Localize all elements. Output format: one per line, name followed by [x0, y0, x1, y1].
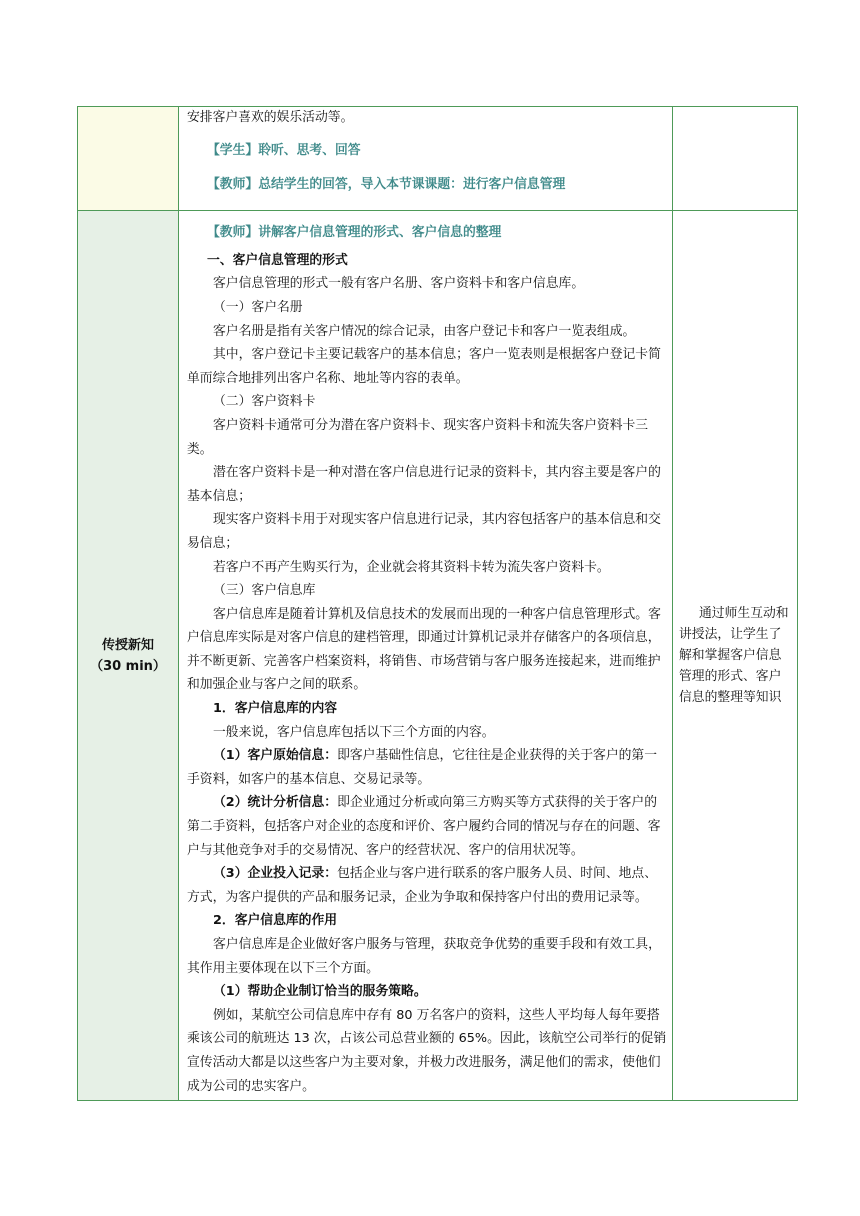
row-note-cell [673, 107, 798, 211]
section-label: 传授新知 [101, 637, 154, 653]
teacher-activity: 【教师】总结学生的回答，导入本节课课题：进行客户信息管理 [207, 176, 566, 192]
paragraph: 客户信息管理的形式一般有客户名册、客户资料卡和客户信息库。 [213, 276, 585, 292]
paragraph: 现实客户资料卡用于对现实客户信息进行记录，其内容包括客户的基本信息和交易信息； [187, 512, 661, 551]
lesson-plan-table [77, 106, 798, 1101]
paragraph: 其中，客户登记卡主要记载客户的基本信息；客户一览表则是根据客户登记卡简单而综合地排列出客户名称、地址等内容的表单。 [187, 347, 661, 386]
paragraph [187, 791, 667, 862]
paragraph: 客户信息库是企业做好客户服务与管理，获取竞争优势的重要手段和有效工具，其作用主要体现在以下三个方面。 [187, 937, 661, 976]
paragraph: 安排客户喜欢的娱乐活动等。 [187, 110, 354, 125]
table-row [78, 211, 798, 1101]
paragraph [187, 744, 667, 791]
term-text: 即企业通过分析或向第三方购买等方式获得的关于客户的第二手资料，包括客户对企业的态度和评价、客户履约合同的情况与存在的问题、客户与其他竞争对手的交易情况、客户的经营状况、客户的信用状况等。 [187, 795, 661, 858]
term-label: （3）企业投入记录： [213, 866, 338, 882]
row-label-cell [78, 211, 179, 1101]
teacher-activity: 【教师】讲解客户信息管理的形式、客户信息的整理 [207, 225, 502, 241]
heading: （1）帮助企业制订恰当的服务策略。 [213, 984, 427, 1000]
term-label: （1）客户原始信息： [213, 748, 338, 764]
term-text: 包括企业与客户进行联系的客户服务人员、时间、地点、方式，为客户提供的产品和服务记录，企业为争取和保持客户付出的费用记录等。 [187, 866, 657, 905]
row-content-cell [179, 107, 673, 211]
paragraph: 客户资料卡通常可分为潜在客户资料卡、现实客户资料卡和流失客户资料卡三类。 [187, 417, 649, 457]
paragraph: 若客户不再产生购买行为，企业就会将其资料卡转为流失客户资料卡。 [213, 559, 610, 575]
teaching-note: 通过师生互动和讲授法，让学生了解和掌握客户信息管理的形式、客户信息的整理等知识 [679, 606, 789, 706]
subheading: （三）客户信息库 [213, 583, 316, 599]
term-text: 即客户基础性信息，它往往是企业获得的关于客户的第一手资料，如客户的基本信息、交易记录等。 [187, 748, 657, 787]
row-label-cell [78, 107, 179, 211]
subheading: （一）客户名册 [213, 299, 303, 315]
table-row [78, 107, 798, 211]
student-activity: 【学生】聆听、思考、回答 [207, 143, 361, 158]
heading: 1．客户信息库的内容 [213, 701, 338, 717]
row-content-cell [179, 211, 673, 1101]
paragraph: 客户信息库是随着计算机及信息技术的发展而出现的一种客户信息管理形式。客户信息库实际是对客户信息的建档管理，即通过计算机记录并存储客户的各项信息，并不断更新、完善客户档案资料，将销售、市场营销与客户服务连接起来，进而维护和加强企业与客户之间的联系。 [187, 606, 661, 693]
heading: 2．客户信息库的作用 [213, 913, 338, 929]
paragraph: 例如，某航空公司信息库中存有 80 万名客户的资料，这些人平均每人每年要搭乘该公司的航班达 13 次，占该公司总营业额的 65%。因此，该航空公司举行的促销宣传活动大都是以这些客户为主要对象，并极力改进服务，满足他们的需求，使他们成为公司的忠实客户。 [187, 1007, 667, 1094]
row-note-cell [673, 211, 798, 1101]
paragraph: 客户名册是指有关客户情况的综合记录，由客户登记卡和客户一览表组成。 [213, 323, 636, 339]
paragraph: 一般来说，客户信息库包括以下三个方面的内容。 [213, 724, 495, 740]
term-label: （2）统计分析信息： [213, 795, 338, 811]
paragraph [187, 862, 667, 909]
subheading: （二）客户资料卡 [213, 394, 316, 410]
section-duration: （30 min） [90, 658, 166, 674]
paragraph: 潜在客户资料卡是一种对潜在客户信息进行记录的资料卡，其内容主要是客户的基本信息； [187, 465, 661, 504]
heading: 一、客户信息管理的形式 [207, 252, 348, 268]
